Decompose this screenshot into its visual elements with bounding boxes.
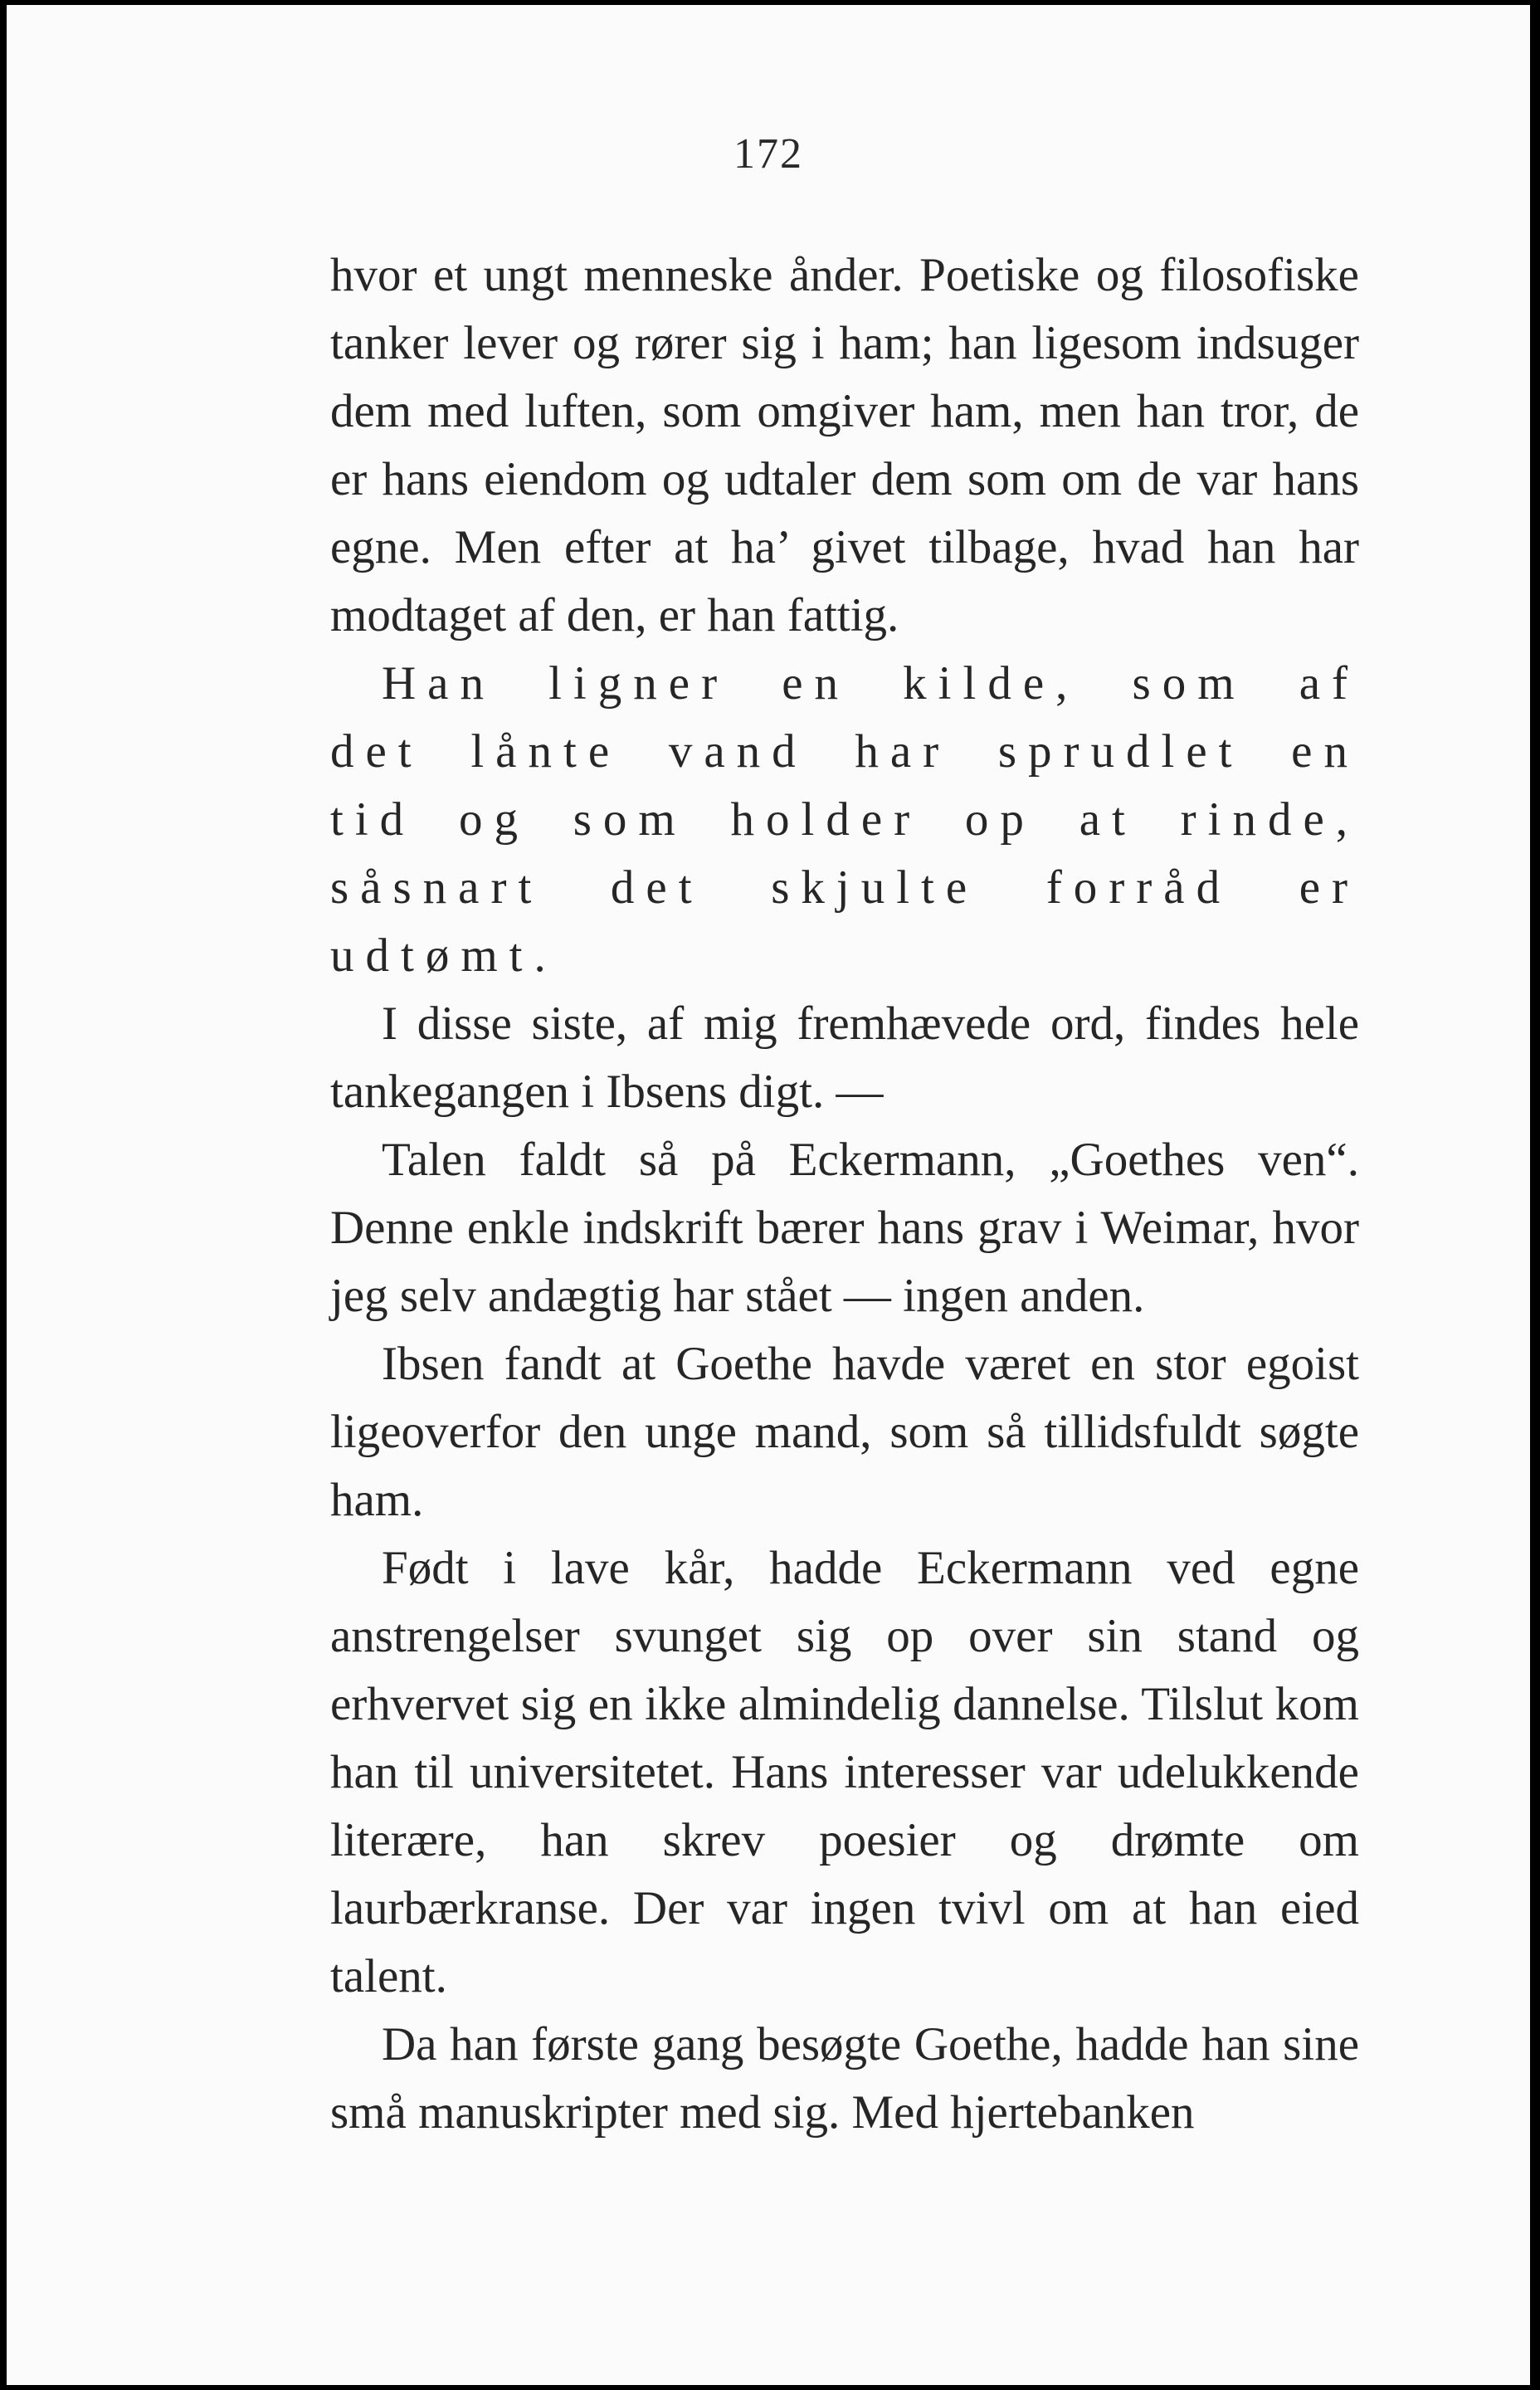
paragraph-4: Talen faldt så på Eckermann, „Goethes ven“. Denne enkle indskrift bærer hans grav i Weimar, hvor jeg selv andægtig har stået — ingen anden. — [330, 1134, 1359, 1322]
body-text — [330, 241, 1359, 2147]
paragraph-6: Født i lave kår, hadde Eckermann ved egne anstrengelser svunget sig op over sin stand og erhvervet sig en ikke almindelig dannelse. Tilslut kom han til universitetet. Hans interesser var udelukkende literære, han skrev poesier og drømte om laurbærkranse. Der var ingen tvivl om at han eied talent. — [330, 1542, 1359, 2002]
paragraph-7: Da han første gang besøgte Goethe, hadde han sine små manuskripter med sig. Med hjertebanken — [330, 2018, 1359, 2139]
paragraph-2-emphasized: Han ligner en kilde, som af det lånte vand har sprudlet en tid og som holder op at rinde, såsnart det skjulte forråd er udtømt. — [330, 657, 1359, 982]
book-page — [7, 5, 1530, 2385]
paragraph-3: I disse siste, af mig fremhævede ord, findes hele tankegangen i Ibsens digt. — — [330, 997, 1359, 1118]
paragraph-5: Ibsen fandt at Goethe havde været en stor egoist ligeoverfor den unge mand, som så tillidsfuldt søgte ham. — [330, 1338, 1359, 1526]
paragraph-1: hvor et ungt menneske ånder. Poetiske og filosofiske tanker lever og rører sig i ham; han ligesom indsuger dem med luften, som omgiver ham, men han tror, de er hans eiendom og udtaler dem som om de var hans egne. Men efter at ha’ givet tilbage, hvad han har modtaget af den, er han fattig. — [330, 249, 1359, 641]
page-number: 172 — [733, 130, 803, 178]
